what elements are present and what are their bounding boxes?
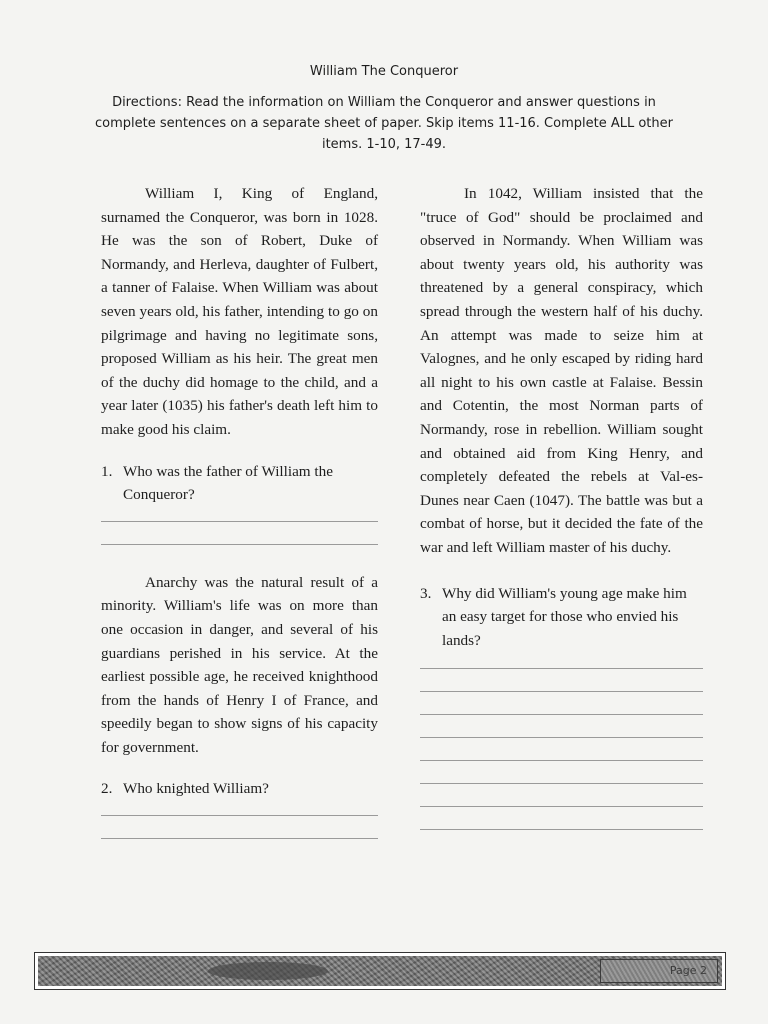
answer-line[interactable]: [101, 838, 378, 839]
answer-line[interactable]: [420, 806, 703, 807]
question-text: Who was the father of William the Conqueror?: [123, 462, 333, 504]
page-footer-banner: [34, 952, 726, 990]
question-number: 2.: [101, 780, 113, 798]
footer-texture: [38, 956, 722, 986]
directions-text: Directions: Read the information on William the Conqueror and answer questions in complete sentences on a separate sheet of paper. Skip items 11-16. Complete ALL other items. 1-10, 17-49.: [94, 95, 673, 152]
page-number-badge: Page 2: [600, 959, 718, 983]
answer-line[interactable]: [420, 783, 703, 784]
answer-line[interactable]: [101, 521, 378, 522]
right-column: [420, 182, 703, 856]
question-number: 3.: [420, 584, 432, 602]
answer-line[interactable]: [420, 691, 703, 692]
answer-line[interactable]: [420, 714, 703, 715]
answer-line[interactable]: [420, 737, 703, 738]
answer-line[interactable]: [101, 815, 378, 816]
answer-line[interactable]: [420, 829, 703, 830]
answer-lines-3: [420, 668, 703, 830]
answer-lines-2: [101, 815, 378, 839]
question-3: [420, 582, 703, 653]
question-text: Why did William's young age make him an easy target for those who envied his lands?: [442, 584, 687, 649]
answer-lines-1: [101, 521, 378, 545]
truce-paragraph: In 1042, William insisted that the "truce of God" should be proclaimed and observed in Normandy. When William was about twenty years old, his authority was threatened by a general conspiracy, which spread through the western half of his duchy. An attempt was made to seize him at Valognes, and he only escaped by riding hard all night to his own castle at Falaise. Bessin and Cotentin, the most Norman parts of Normandy, rose in rebellion. William sought and obtained aid from King Henry, and completely defeated the rebels at Val-es-Dunes near Caen (1047). The battle was but a combat of horse, but it decided the fate of the war and left William master of his duchy.: [420, 185, 703, 556]
answer-line[interactable]: [420, 760, 703, 761]
intro-paragraph: William I, King of England, surnamed the Conqueror, was born in 1028. He was the son of Robert, Duke of Normandy, and Herleva, daughter of Fulbert, a tanner of Falaise. When William was about seven years old, his father, intending to go on pilgrimage and having no legitimate sons, proposed William as his heir. The great men of the duchy did homage to the child, and a year later (1035) his father's death left him to make good his claim.: [101, 185, 378, 438]
question-2: [101, 777, 378, 801]
answer-line[interactable]: [101, 544, 378, 545]
answer-line[interactable]: [420, 668, 703, 669]
anarchy-paragraph: Anarchy was the natural result of a minority. William's life was on more than one occasion in danger, and several of his guardians perished in his service. At the earliest possible age, he received knighthood from the hands of Henry I of France, and speedily began to show signs of his capacity for government.: [101, 573, 378, 756]
footer-ornament: [208, 962, 328, 980]
document-title: William The Conqueror: [309, 64, 459, 79]
question-1: [101, 460, 378, 507]
left-column: [101, 182, 378, 865]
question-number: 1.: [101, 462, 113, 480]
question-text: Who knighted William?: [123, 780, 269, 798]
